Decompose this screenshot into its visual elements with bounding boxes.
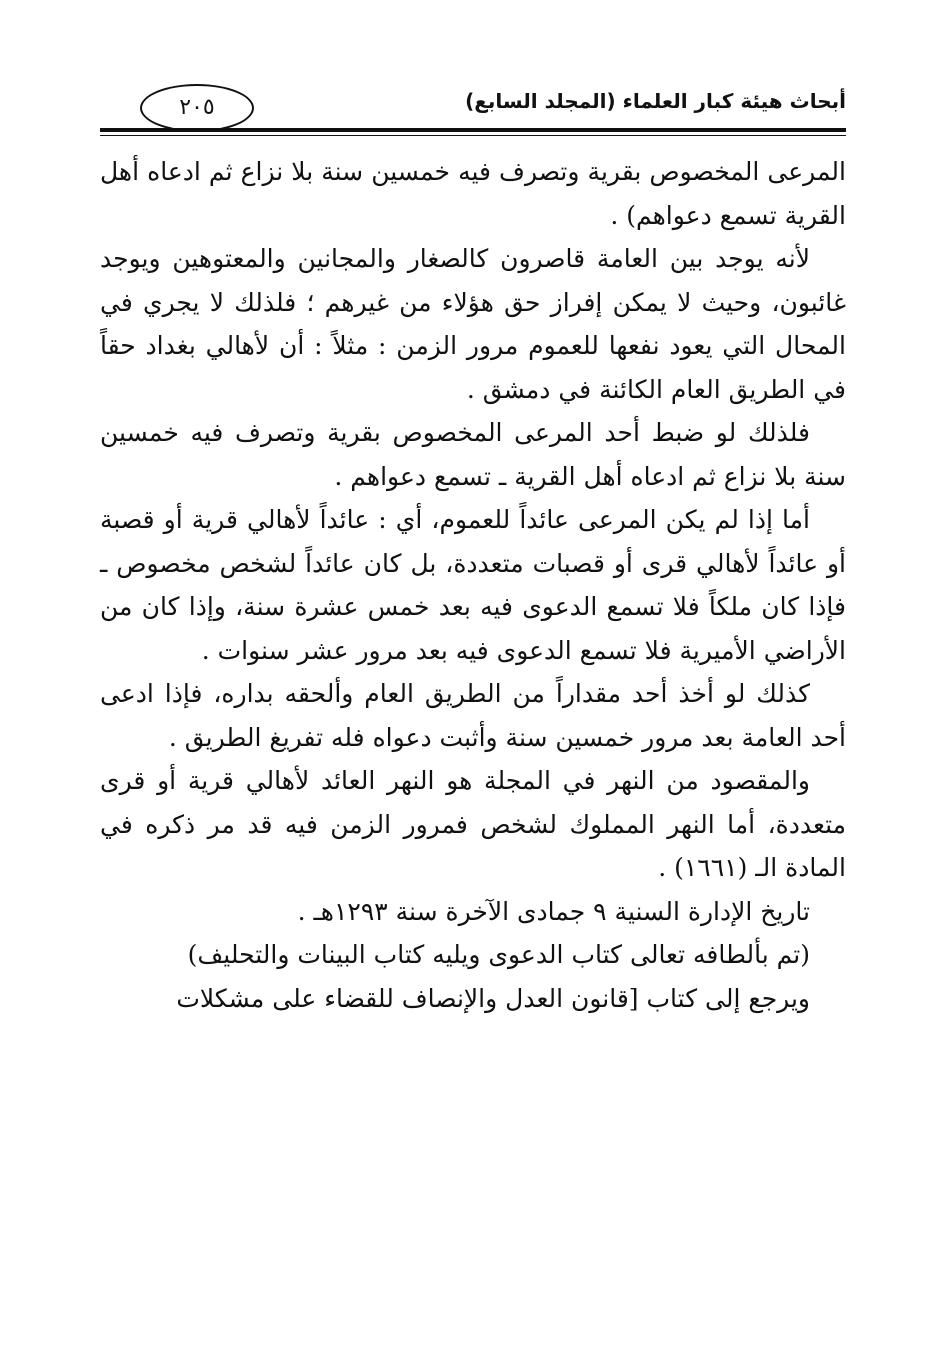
running-title: أبحاث هيئة كبار العلماء (المجلد السابع) [465,89,846,113]
body-text [100,150,846,1020]
paragraph-1: المرعى المخصوص بقرية وتصرف فيه خمسين سنة بلا نزاع ثم ادعاه أهل القرية تسمع دعواهم) . [100,157,846,230]
paragraph-2: لأنه يوجد بين العامة قاصرون كالصغار والمجانين والمعتوهين ويوجد غائبون، وحيث لا يمكن إفراز حق هؤلاء من غيرهم ؛ فلذلك لا يجري في المحال التي يعود نفعها للعموم مرور الزمن : مثلاً : أن لأهالي بغداد حقاً في الطريق العام الكائنة في دمشق . [100,244,846,404]
header-rule-thick [100,128,846,132]
closing-note: (تم بألطافه تعالى كتاب الدعوى ويليه كتاب البينات والتحليف) [187,940,810,969]
date-line: تاريخ الإدارة السنية ٩ جمادى الآخرة سنة ١٢٩٣هـ . [297,896,810,926]
header-rule-thin [100,135,846,136]
paragraph-6: والمقصود من النهر في المجلة هو النهر العائد لأهالي قرية أو قرى متعددة، أما النهر المملوك لشخص فمرور الزمن فيه قد مر ذكره في المادة الـ (١٦٦١) . [100,766,846,882]
reference-line: ويرجع إلى كتاب [قانون العدل والإنصاف للقضاء على مشكلات [176,983,810,1013]
paragraph-5: كذلك لو أخذ أحد مقداراً من الطريق العام وألحقه بداره، فإذا ادعى أحد العامة بعد مرور خمسين سنة وأثبت دعواه فله تفريغ الطريق . [100,679,846,752]
paragraph-3: فلذلك لو ضبط أحد المرعى المخصوص بقرية وتصرف فيه خمسين سنة بلا نزاع ثم ادعاه أهل القرية ـ تسمع دعواهم . [100,418,846,491]
paragraph-4: أما إذا لم يكن المرعى عائداً للعموم، أي : عائداً لأهالي قرية أو قصبة أو عائداً لأهالي قرى أو قصبات متعددة، بل كان عائداً لشخص مخصوص ـ فإذا كان ملكاً فلا تسمع الدعوى فيه بعد خمس عشرة سنة، وإذا كان من الأراضي الأميرية فلا تسمع الدعوى فيه بعد مرور عشر سنوات . [100,505,846,665]
page-number: ٢٠٥ [179,95,215,120]
page-header [100,78,846,132]
